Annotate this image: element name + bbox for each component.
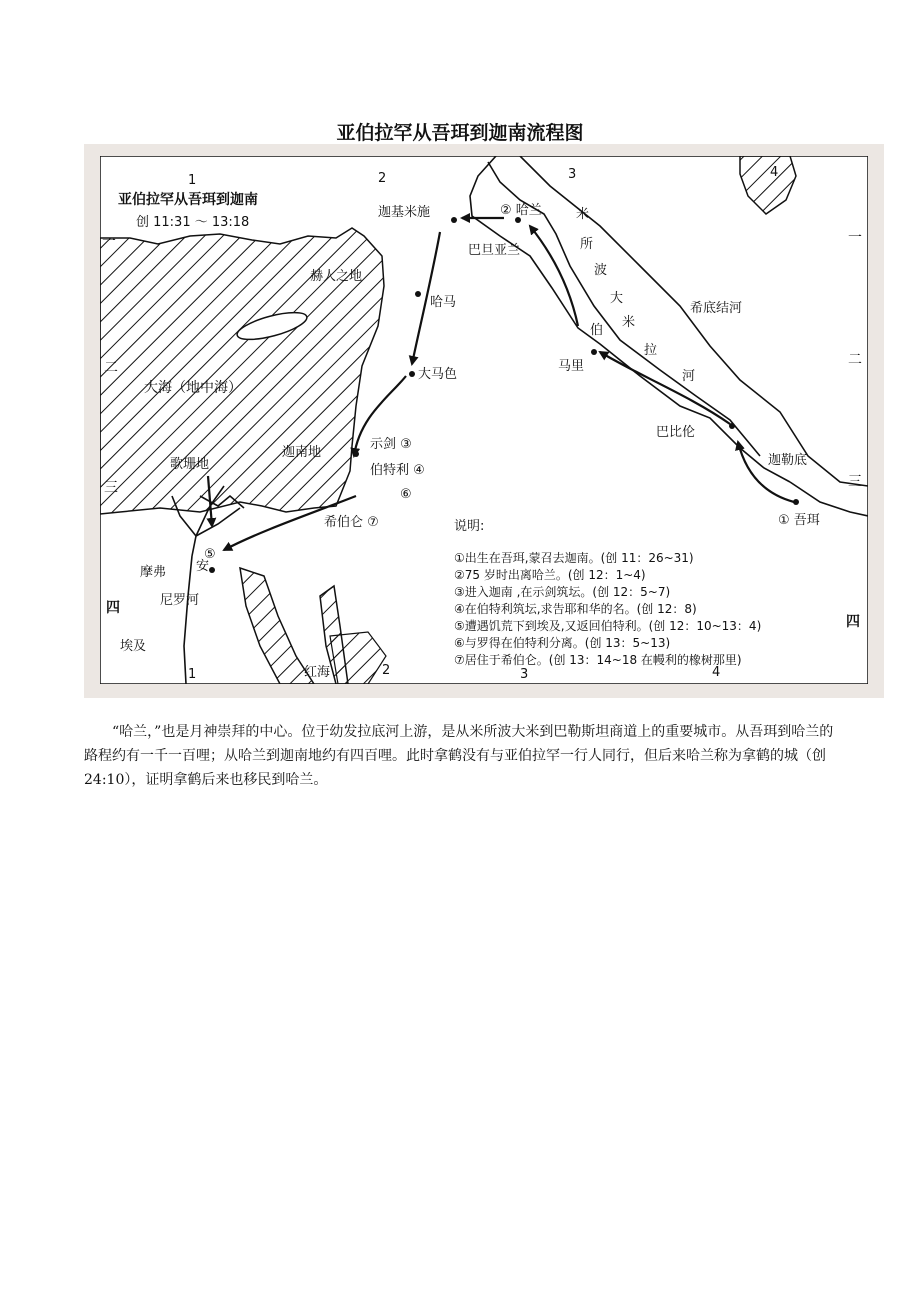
place-red-sea: 红海 [304,665,331,680]
grid-top-3: 3 [568,167,577,182]
legend-item: ⑥与罗得在伯特利分离。(创 13：5~13) [454,636,671,650]
place-carchemish: 迦基米施 [378,205,431,220]
place-padan-aram: 巴旦亚兰 [468,243,521,258]
place-river: 河 [682,369,696,384]
grid-bottom-4: 4 [712,665,721,680]
grid-right-2: 二 [848,352,862,368]
map-title: 亚伯拉罕从吾珥到迦南 [118,192,258,208]
place-mesopotamia-2: 所 [580,237,594,252]
place-canaan: 迦南地 [282,445,322,460]
place-mesopotamia-5: 米 [622,315,636,330]
place-on: 安 [196,559,210,574]
map-reference: 创 11:31 ～ 13:18 [136,215,250,230]
grid-top-4: 4 [770,165,779,180]
place-egypt: 埃及 [120,639,147,654]
place-nile: 尼罗河 [160,593,200,608]
place-mari: 马里 [558,359,585,374]
grid-left-2: 二 [104,360,118,376]
place-hamath: 哈马 [430,295,457,310]
grid-bottom-3: 3 [520,667,529,682]
place-goshen: 歌珊地 [170,457,210,472]
grid-top-1: 1 [188,173,197,188]
grid-bottom-2: 2 [382,663,391,678]
place-ur: ① 吾珥 [778,513,820,528]
place-tigris: 希底结河 [690,301,743,316]
grid-right-1: 一 [848,230,862,246]
legend-item: ①出生在吾珥,蒙召去迦南。(创 11：26~31) [454,551,694,565]
legend-item: ⑤遭遇饥荒下到埃及,又返回伯特利。(创 12：10~13：4) [454,619,762,633]
legend-item: ④在伯特利筑坛,求告耶和华的名。(创 12：8) [454,602,697,616]
place-chaldea: 迦勒底 [768,453,808,468]
grid-top-2: 2 [378,171,387,186]
place-bethel: 伯特利 ④ [370,463,425,478]
legend-item: ③进入迦南 ,在示剑筑坛。(创 12：5~7) [454,585,671,599]
route-map [100,156,868,684]
body-paragraph: “哈兰，”也是月神崇拜的中心。位于幼发拉底河上游，是从米所波大米到巴勒斯坦商道上的重要城市。从吾珥到哈兰的路程约有一千一百哩；从哈兰到迦南地约有四百哩。此时拿鹤没有与亚伯拉罕一行人同行，但后来哈兰称为拿鹤的城（创 24:10），证明拿鹤后来也移民到哈兰。 [84,724,834,788]
place-hebron: 希伯仑 ⑦ [324,515,379,530]
place-great-sea: 大海（地中海） [144,380,242,396]
grid-bottom-1: 1 [188,667,197,682]
place-five: ⑤ [204,547,216,562]
grid-left-3: 三 [104,480,118,496]
place-babylon: 巴比伦 [656,425,696,440]
grid-right-3: 三 [848,474,862,490]
place-mesopotamia-3: 波 [594,263,608,278]
place-six: ⑥ [400,487,412,502]
place-mesopotamia-4: 大 [610,291,624,306]
grid-left-1: 一 [102,234,116,250]
place-hittite-land: 赫人之地 [310,269,363,284]
place-haran: ② 哈兰 [500,203,542,218]
grid-left-4: 四 [106,600,120,616]
legend-item: ⑦居住于希伯仑。(创 13：14~18 在幔利的橡树那里) [454,653,742,667]
place-memphis: 摩弗 [140,565,167,580]
place-damascus: 大马色 [418,367,458,382]
place-mesopotamia-1: 米 [576,207,590,222]
legend-item: ②75 岁时出离哈兰。(创 12：1~4) [454,568,646,582]
place-mesopotamia-7: 伯 [590,323,604,338]
place-mesopotamia-6: 拉 [644,343,658,358]
place-shechem: 示剑 ③ [370,437,412,452]
grid-right-4: 四 [846,614,860,630]
legend-title: 说明: [454,519,485,534]
page-title: 亚伯拉罕从吾珥到迦南流程图 [336,122,584,144]
